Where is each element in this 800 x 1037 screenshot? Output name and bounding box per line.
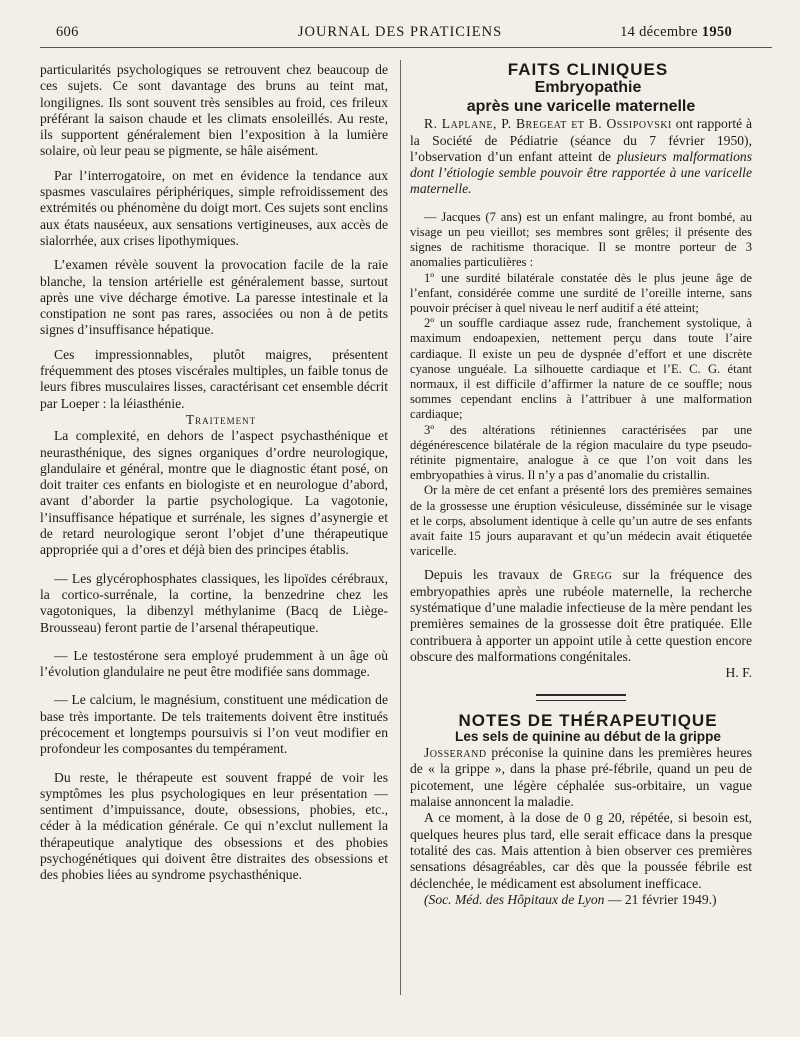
gregg-paragraph: Depuis les travaux de Gregg sur la fréquence des embryopathies après une rubéole maternelle, la recherche systématique d’une maladie infectieuse de la mère pendant les premières semaines de la grossesse doit être pratiquée. Elle contribuera à apporter un appoint utile à cette question encore obscure des malformations congénitales. [410,567,752,664]
left-paragraph-6: — Les glycérophosphates classiques, les lipoïdes cérébraux, la cortico-surrénale, la cortine, la benzedrine chez les vagotoniques, la dibenzyl méthylanime (Bacq de Liège-Brousseau) feront partie de l’arsenal thérapeutique. [40,570,388,635]
section-heading-faits-cliniques: FAITS CLINIQUES [507,60,669,79]
column-divider [400,60,401,995]
authors: R. Laplane, P. Bregeat et B. Ossipovski [424,116,672,132]
issue-date [620,24,732,41]
left-paragraph-1: particularités psychologiques se retrouvent chez beaucoup de ces sujets. Ce sont davantage des bruns au teint mat, longilignes. Ils sont souvent très sensibles au froid, ces frileux préférant la saison chaude et les climats ensoleillés. Au reste, ils supportent généralement bien l’exposition à la lumière solaire, où leur peau se pigmente, se hâle aisément. [40,62,388,159]
page-header [40,24,760,46]
left-paragraph-7: — Le testostérone sera employé prudemment à un âge où l’évolution glandulaire ne peut être modifiée sans dommage. [40,647,388,680]
case-paragraph-3: 2º un souffle cardiaque assez rude, franchement systolique, à maximum endoapexien, nettement perçu dans toute l’aire cardiaque. Il existe un peu de dyspnée d’effort et une discrète cyanose unguéale. La silhouette cardiaque et l’E. C. G. étant normaux, il est difficile d’affirmer la nature de ce souffle; nous sommes cependant enclins à l’attribuer à une malformation cardiaque; [410,316,752,422]
citation [410,892,752,908]
intro-italic: plusieurs malformations dont l’étiologie semble pouvoir être rapportée à une varicelle maternelle. [410,148,752,197]
dose-paragraph: A ce moment, à la dose de 0 g 20, répétée, si besoin est, quelques heures plus tard, elle serait efficace dans la presque totalité des cas. Mais attention à bien observer ces premières sensations désagréables, car dès que la poussée fébrile est déclenchée, le médicament est absolument inefficace. [410,810,752,891]
intro-text: ont rapporté à la Société de Pédiatrie (séance du 7 février 1950), l’observation d’un enfant atteint de [410,116,753,164]
article-title-quinine: Les sels de quinine au début de la grippe [455,728,721,744]
article-intro [410,116,752,197]
traitement-heading: Traitement [185,411,257,427]
citation-source: (Soc. Méd. des Hôpitaux de Lyon [424,891,605,907]
left-paragraph-5: La complexité, en dehors de l’aspect psychasthénique et neurasthénique, des signes organiques d’ordre neurologique, glandulaire et général, montre que le diagnostic étant posé, on doit traiter ces enfants en biologiste et en neurologue d’abord, avant d’aborder la partie psychologique. La vagotonie, l’insuffisance hépatique et surrénale, les signes d’asynergie et de retard neurologique seront l’objet d’une thérapeutique appropriée qui a d’ores et déjà bien des principes établis. [40,428,388,558]
issue-date-day: 14 décembre [620,24,698,40]
josserand-paragraph: Josserand préconise la quinine dans les premières heures de « la grippe », dans la phase pré-fébrile, quand un peu de picotement, une légère céphalée sus-orbitaire, un vague malaise annoncent la maladie. [410,745,752,810]
gregg-name: Gregg [572,567,613,583]
left-paragraph-3: L’examen révèle souvent la provocation facile de la raie blanche, la tension artérielle est généralement basse, surtout après une vive décharge émotive. La paresse intestinale et la constipation ne sont pas rares, associées ou non à de petits signes d’insuffisance hépatique. [40,257,388,338]
header-rule [40,47,772,48]
josserand-name: Josserand [424,745,487,761]
left-paragraph-2: Par l’interrogatoire, on met en évidence la tendance aux spasmes vasculaires périphériques, simple refroidissement des extrémités ou phénomène du doigt mort. Ces sujets sont enclins aux états nauséeux, aux sensations vertigineuses, aux accès de sialorrhée, aux crises lipothymiques. [40,167,388,248]
case-paragraph-1: — Jacques (7 ans) est un enfant malingre, au front bombé, au visage un peu vieillot; ses membres sont grêles; il présente des signes de rachitisme thoracique. Il se montre porteur de 3 anomalies particulières : [410,209,752,270]
issue-date-year: 1950 [701,24,732,40]
case-paragraph-5: Or la mère de cet enfant a présenté lors des premières semaines de la grossesse une éruption vésiculeuse, disséminée sur le visage et le corps, absolument identique à celle qu’un autre de ses enfants avait faite 15 jours auparavant et qu’un médecin avait étiquetée varicelle. [410,483,752,559]
signature: H. F. [725,665,752,681]
section-separator [536,694,626,701]
page-number: 606 [56,24,79,40]
case-paragraph-2: 1º une surdité bilatérale constatée dès le plus jeune âge de l’enfant, considérée comme une surdité de l’oreille interne, sans pouvoir préciser à quel niveau le nerf auditif a été atteint; [410,270,752,315]
left-paragraph-4: Ces impressionnables, plutôt maigres, présentent fréquemment des ptoses viscérales multiples, un faible tonus de leurs fibres musculaires lisses, caractérisant cet ensemble décrit par Loeper : la léiasthénie. [40,346,388,411]
left-column [40,62,388,884]
article-title-line-1: Embryopathie [534,79,642,97]
article-title-embryopathie [410,78,752,116]
left-paragraph-8: — Le calcium, le magnésium, constituent une médication de base très importante. De tels traitements doivent être institués précocement et longtemps poursuivis si l’on veut modifier en profondeur les composantes du tempérament. [40,692,388,757]
case-report [410,210,752,560]
journal-title: JOURNAL DES PRATICIENS [297,24,503,40]
citation-date: — 21 février 1949.) [604,891,717,907]
section-heading-notes-therapeutique: NOTES DE THÉRAPEUTIQUE [458,710,718,730]
article-title-line-2: après une varicelle maternelle [466,98,696,116]
case-paragraph-4: 3º des altérations rétiniennes caractérisées par une dégénérescence bilatérale de la région maculaire du type pseudo-rétinite pigmentaire, analogue à ce que l’on voit dans les embryopathies à virus. Il n’y a pas d’anomalie du cristallin. [410,422,752,483]
right-column [410,62,752,908]
left-paragraph-9: Du reste, le thérapeute est souvent frappé de voir les symptômes les plus psychologiques en leur présentation — sentiment d’impuissance, doute, obsessions, phobies, etc., céder à la médication générale. Ce qui n’exclut nullement la thérapeutique analytique des obsessions et des phobies psychogénétiques qui doivent être distraites des obsessions et des phobies liées au syndrome psychasthénique. [40,769,388,883]
